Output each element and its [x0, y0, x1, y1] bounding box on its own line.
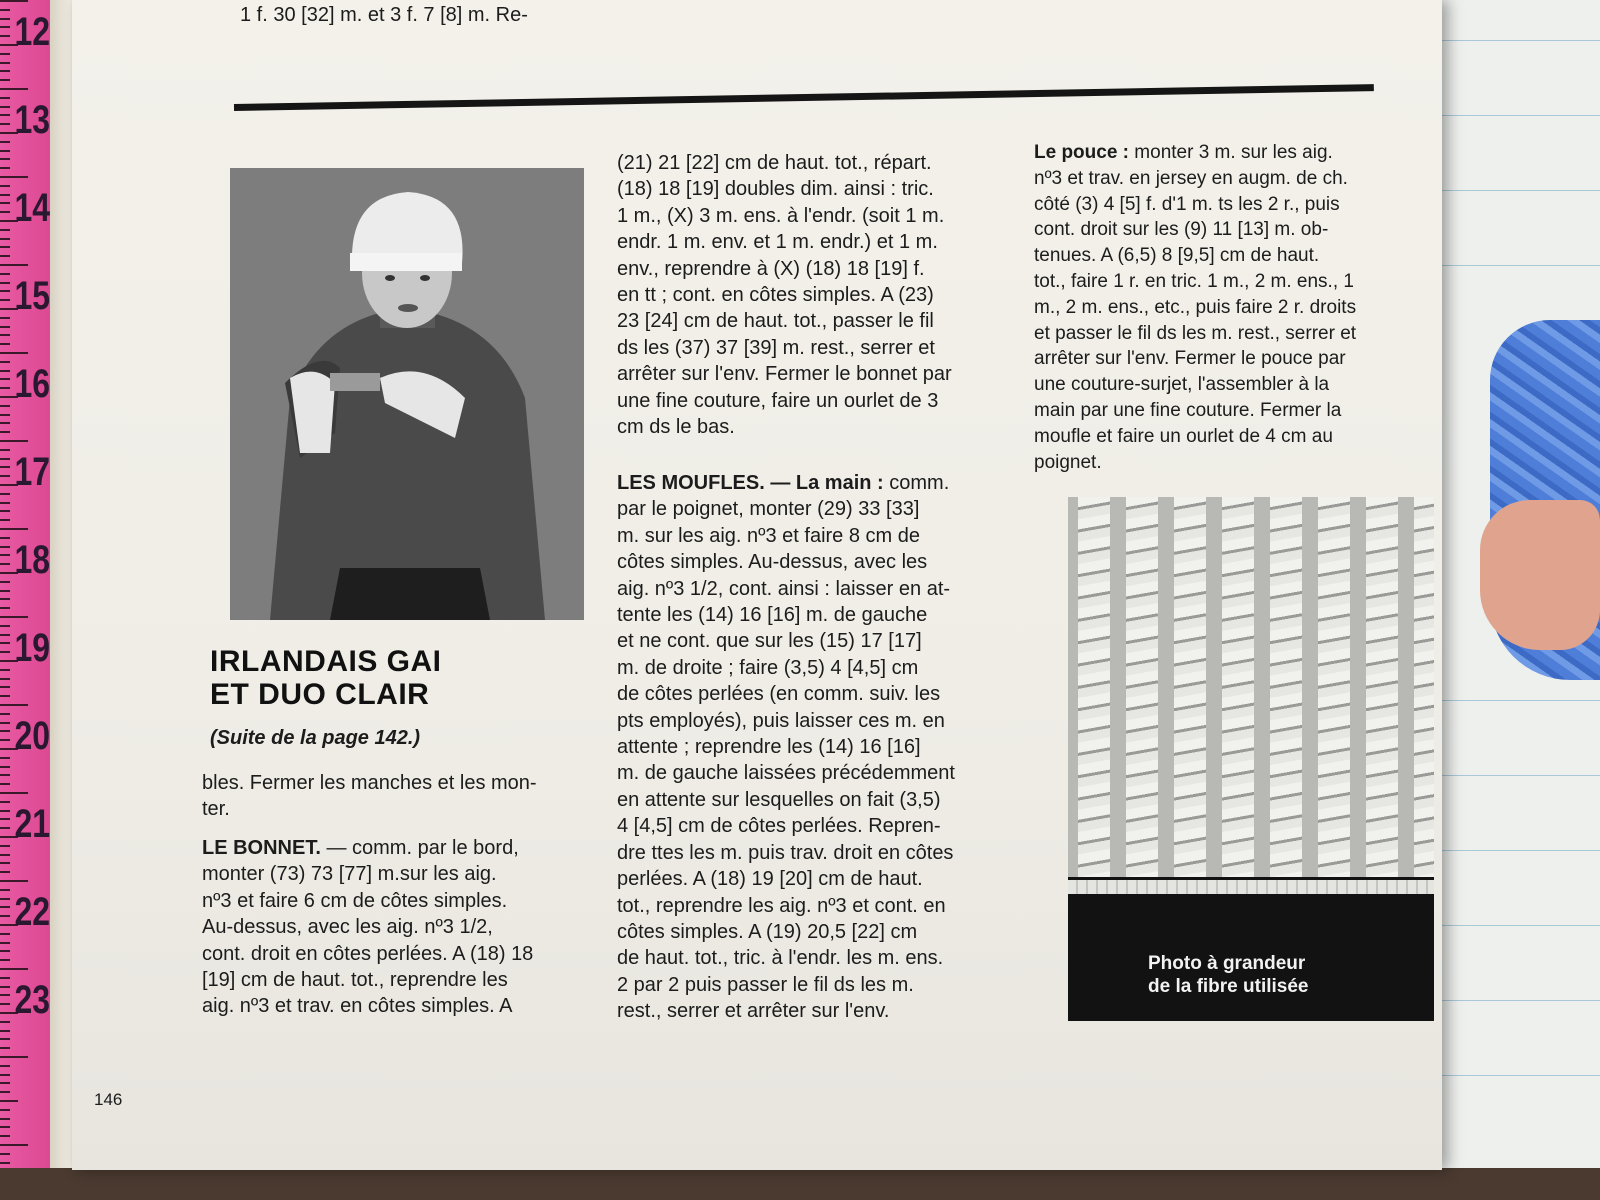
tape-tick — [0, 607, 10, 609]
text-line: 4 [4,5] cm de côtes perlées. Repren- — [617, 815, 941, 838]
text-line: m. sur les aig. nº3 et faire 8 cm de — [617, 524, 920, 547]
tape-tick — [0, 933, 10, 935]
tape-tick — [0, 158, 10, 160]
text-line: 1 m., (X) 3 m. ens. à l'endr. (soit 1 m. — [617, 204, 945, 227]
text-line: m. de gauche laissées précédemment — [617, 762, 955, 785]
text-line: nº3 et trav. en jersey en augm. de ch. — [1034, 167, 1348, 189]
child-photo — [230, 168, 584, 620]
tape-tick — [0, 1135, 10, 1137]
text-line: et passer le fil ds les m. rest., serrer et — [1034, 322, 1357, 344]
tape-tick — [0, 141, 10, 143]
tape-tick — [0, 273, 10, 275]
tape-tick — [0, 1065, 10, 1067]
tape-tick — [0, 950, 10, 952]
tape-number: 17 — [14, 450, 51, 494]
text-line: comm. — [883, 472, 950, 494]
tape-tick — [0, 669, 10, 671]
text-line: ter. — [202, 798, 230, 821]
text-line: nº3 et faire 6 cm de côtes simples. — [202, 889, 508, 912]
text-line: monter (73) 73 [77] m.sur les aig. — [202, 863, 497, 886]
text-line: de côtes perlées (en comm. suiv. les — [617, 683, 941, 706]
tape-tick — [0, 554, 10, 556]
tape-tick — [0, 1109, 10, 1111]
tape-tick — [0, 854, 10, 856]
tape-tick — [0, 519, 10, 521]
tape-tick — [0, 334, 10, 336]
tape-tick — [0, 97, 10, 99]
text-line: poignet. — [1034, 451, 1102, 473]
tape-tick — [0, 642, 10, 644]
tape-tick — [0, 906, 10, 908]
tape-tick — [0, 862, 10, 864]
tape-tick — [0, 0, 28, 2]
moufles-heading: LES MOUFLES. — La main : — [617, 472, 884, 494]
tape-tick — [0, 123, 10, 125]
text-line: endr. 1 m. env. et 1 m. endr.) et 1 m. — [617, 231, 938, 254]
tape-tick — [0, 1118, 10, 1120]
tape-number: 13 — [14, 98, 51, 142]
tape-tick — [0, 229, 10, 231]
text-line: 2 par 2 puis passer le fil ds les m. — [617, 973, 914, 996]
tape-tick — [0, 62, 10, 64]
tape-tick — [0, 537, 10, 539]
text-line: cont. droit en côtes perlées. A (18) 18 — [202, 942, 534, 965]
tape-tick — [0, 1038, 10, 1040]
tape-tick — [0, 827, 10, 829]
magazine-page — [72, 0, 1442, 1170]
text-line: [19] cm de haut. tot., reprendre les — [202, 969, 508, 992]
tape-tick — [0, 678, 10, 680]
tape-tick — [0, 616, 28, 618]
tape-tick — [0, 343, 10, 345]
tape-tick — [0, 774, 10, 776]
tape-tick — [0, 176, 28, 178]
tape-number: 23 — [14, 978, 51, 1022]
text-line: tot., reprendre les aig. nº3 et cont. en — [617, 894, 946, 917]
photo-caption — [1148, 952, 1309, 998]
text-line: bles. Fermer les manches et les mon- — [202, 772, 537, 794]
text-line: pts employés), puis laisser ces m. en — [617, 709, 945, 732]
text-line: côtes simples. Au-dessus, avec les — [617, 551, 928, 574]
text-line: cm ds le bas. — [617, 416, 735, 439]
text-line: et ne cont. que sur les (15) 17 [17] — [617, 630, 922, 653]
article-title — [210, 645, 442, 711]
tape-tick — [0, 898, 10, 900]
tape-tick — [0, 264, 28, 266]
tape-tick — [0, 889, 10, 891]
text-line: côtes simples. A (19) 20,5 [22] cm — [617, 920, 918, 943]
tape-tick — [0, 246, 10, 248]
tape-tick — [0, 475, 10, 477]
tape-tick — [0, 361, 10, 363]
child-hand — [1480, 500, 1600, 650]
tape-tick — [0, 730, 10, 732]
tape-tick — [0, 625, 10, 627]
tape-tick — [0, 1056, 28, 1058]
tape-tick — [0, 79, 10, 81]
text-line: rest., serrer et arrêter sur l'env. — [617, 1000, 890, 1023]
tape-number: 19 — [14, 626, 51, 670]
page-number: 146 — [94, 1090, 123, 1109]
tape-tick — [0, 598, 10, 600]
tape-tick — [0, 1153, 10, 1155]
tape-tick — [0, 422, 10, 424]
tape-tick — [0, 1074, 10, 1076]
tape-tick — [0, 88, 28, 90]
tape-tick — [0, 792, 28, 794]
tape-tick — [0, 713, 10, 715]
text-line: aig. nº3 1/2, cont. ainsi : laisser en at- — [617, 577, 951, 600]
knit-photo-band — [1068, 877, 1434, 1021]
text-line: côté (3) 4 [5] f. d'1 m. ts les 2 r., puis — [1034, 193, 1340, 215]
tape-tick — [0, 352, 28, 354]
tape-tick — [0, 704, 28, 706]
tape-number: 20 — [14, 714, 51, 758]
tape-tick — [0, 106, 10, 108]
tape-tick — [0, 968, 28, 970]
col2-moufles — [617, 470, 955, 1025]
tape-tick — [0, 202, 10, 204]
tape-tick — [0, 986, 10, 988]
text-line: une fine couture, faire un ourlet de 3 — [617, 389, 939, 412]
tape-tick — [0, 766, 10, 768]
tape-number: 15 — [14, 274, 51, 318]
tape-tick — [0, 502, 10, 504]
tape-tick — [0, 326, 10, 328]
bonnet-heading: LE BONNET. — [202, 837, 321, 859]
text-line: m. de droite ; faire (3,5) 4 [4,5] cm — [617, 656, 919, 679]
tape-tick — [0, 1021, 10, 1023]
article-subtitle: (Suite de la page 142.) — [210, 727, 421, 749]
tape-tick — [0, 1082, 10, 1084]
tape-tick — [0, 581, 10, 583]
caption-line: Photo à grandeur — [1148, 953, 1306, 974]
text-line: m., 2 m. ens., etc., puis faire 2 r. droits — [1034, 296, 1357, 318]
tape-tick — [0, 405, 10, 407]
tape-tick — [0, 634, 10, 636]
text-line: dre ttes les m. puis trav. droit en côtes — [617, 841, 954, 864]
tape-tick — [0, 880, 28, 882]
tape-tick — [0, 9, 10, 11]
tape-tick — [0, 695, 10, 697]
col2-top — [617, 150, 952, 440]
table-edge — [0, 1168, 1600, 1200]
col1-bonnet — [202, 835, 533, 1020]
text-line: aig. nº3 et trav. en côtes simples. A — [202, 995, 513, 1018]
tape-tick — [0, 414, 10, 416]
text-line: ds les (37) 37 [39] m. rest., serrer et — [617, 336, 935, 359]
tape-tick — [0, 528, 28, 530]
section-rule — [234, 84, 1374, 111]
tape-tick — [0, 493, 10, 495]
tape-tick — [0, 211, 10, 213]
text-line: perlées. A (18) 19 [20] cm de haut. — [617, 868, 923, 891]
tape-number: 12 — [14, 10, 51, 54]
tape-tick — [0, 651, 10, 653]
tape-tick — [0, 370, 10, 372]
tape-tick — [0, 510, 10, 512]
tape-tick — [0, 1126, 10, 1128]
title-line-2: ET DUO CLAIR — [210, 678, 430, 711]
tape-tick — [0, 1003, 10, 1005]
tape-tick — [0, 185, 10, 187]
text-line: (21) 21 [22] cm de haut. tot., répart. — [617, 152, 932, 174]
tape-tick — [0, 1030, 10, 1032]
tape-tick — [0, 590, 10, 592]
tape-tick — [0, 35, 10, 37]
tape-tick — [0, 801, 10, 803]
tape-tick — [0, 70, 10, 72]
tape-tick — [0, 546, 10, 548]
tape-number: 22 — [14, 890, 51, 934]
tape-tick — [0, 238, 10, 240]
tape-tick — [0, 167, 10, 169]
text-line: — comm. par le bord, — [320, 837, 519, 859]
top-line: 1 f. 30 [32] m. et 3 f. 7 [8] m. Re- — [240, 4, 528, 26]
title-line-1: IRLANDAIS GAI — [210, 645, 442, 678]
text-line: moufle et faire un ourlet de 4 cm au — [1034, 425, 1333, 447]
tape-tick — [0, 282, 10, 284]
tape-number: 14 — [14, 186, 51, 230]
tape-tick — [0, 255, 10, 257]
text-line: Au-dessus, avec les aig. nº3 1/2, — [202, 916, 493, 939]
tape-tick — [0, 722, 10, 724]
text-line: par le poignet, monter (29) 33 [33] — [617, 498, 920, 521]
text-line: 23 [24] cm de haut. tot., passer le fil — [617, 310, 934, 333]
tape-tick — [0, 317, 10, 319]
text-line: env., reprendre à (X) (18) 18 [19] f. — [617, 257, 925, 280]
knit-fiber-photo — [1068, 497, 1434, 877]
tape-tick — [0, 1091, 10, 1093]
text-line: main par une fine couture. Fermer la — [1034, 399, 1342, 421]
tape-tick — [0, 449, 10, 451]
tape-tick — [0, 431, 10, 433]
tape-tick — [0, 387, 10, 389]
tape-tick — [0, 915, 10, 917]
tape-tick — [0, 440, 28, 442]
tape-tick — [0, 994, 10, 996]
tape-tick — [0, 378, 10, 380]
tape-tick — [0, 18, 10, 20]
tape-tick — [0, 1144, 28, 1146]
caption-line: de la fibre utilisée — [1148, 976, 1309, 997]
text-line: monter 3 m. sur les aig. — [1129, 142, 1333, 163]
text-line: de haut. tot., tric. à l'endr. les m. ens. — [617, 947, 944, 970]
tape-tick — [0, 783, 10, 785]
tape-tick — [0, 810, 10, 812]
text-line: attente ; reprendre les (14) 16 [16] — [617, 736, 921, 759]
tape-tick — [0, 194, 10, 196]
tape-tick — [0, 686, 10, 688]
text-line: une couture-surjet, l'assembler à la — [1034, 374, 1330, 396]
tape-tick — [0, 299, 10, 301]
tape-number: 21 — [14, 802, 51, 846]
tape-tick — [0, 466, 10, 468]
tape-tick — [0, 26, 10, 28]
tape-tick — [0, 150, 10, 152]
knit-photo-stripe — [1068, 880, 1434, 894]
tape-tick — [0, 1100, 18, 1102]
tape-tick — [0, 871, 10, 873]
tape-tick — [0, 977, 10, 979]
tape-tick — [0, 563, 10, 565]
text-line: en tt ; cont. en côtes simples. A (23) — [617, 284, 934, 307]
text-line: tenues. A (6,5) 8 [9,5] cm de haut. — [1034, 245, 1320, 267]
tape-tick — [0, 942, 10, 944]
text-line: tente les (14) 16 [16] m. de gauche — [617, 604, 928, 627]
text-line: arrêter sur l'env. Fermer le bonnet par — [617, 363, 952, 386]
pouce-heading: Le pouce : — [1034, 142, 1130, 163]
tape-number: 16 — [14, 362, 51, 406]
text-line: arrêter sur l'env. Fermer le pouce par — [1034, 348, 1346, 370]
tape-tick — [0, 458, 10, 460]
col3-pouce — [1034, 140, 1356, 475]
text-line: (18) 18 [19] doubles dim. ainsi : tric. — [617, 178, 934, 201]
tape-tick — [0, 53, 10, 55]
tape-tick — [0, 959, 10, 961]
text-line: tot., faire 1 r. en tric. 1 m., 2 m. ens., 1 — [1034, 270, 1354, 292]
col1-intro — [202, 770, 537, 823]
tape-number: 18 — [14, 538, 51, 582]
tape-tick — [0, 757, 10, 759]
tape-tick — [0, 114, 10, 116]
tape-tick — [0, 739, 10, 741]
text-line: cont. droit sur les (9) 11 [13] m. ob- — [1034, 219, 1329, 241]
text-line: en attente sur lesquelles on fait (3,5) — [617, 788, 941, 811]
tape-tick — [0, 818, 10, 820]
tape-tick — [0, 845, 10, 847]
tape-tick — [0, 290, 10, 292]
tape-tick — [0, 1047, 10, 1049]
tape-tick — [0, 1162, 10, 1164]
